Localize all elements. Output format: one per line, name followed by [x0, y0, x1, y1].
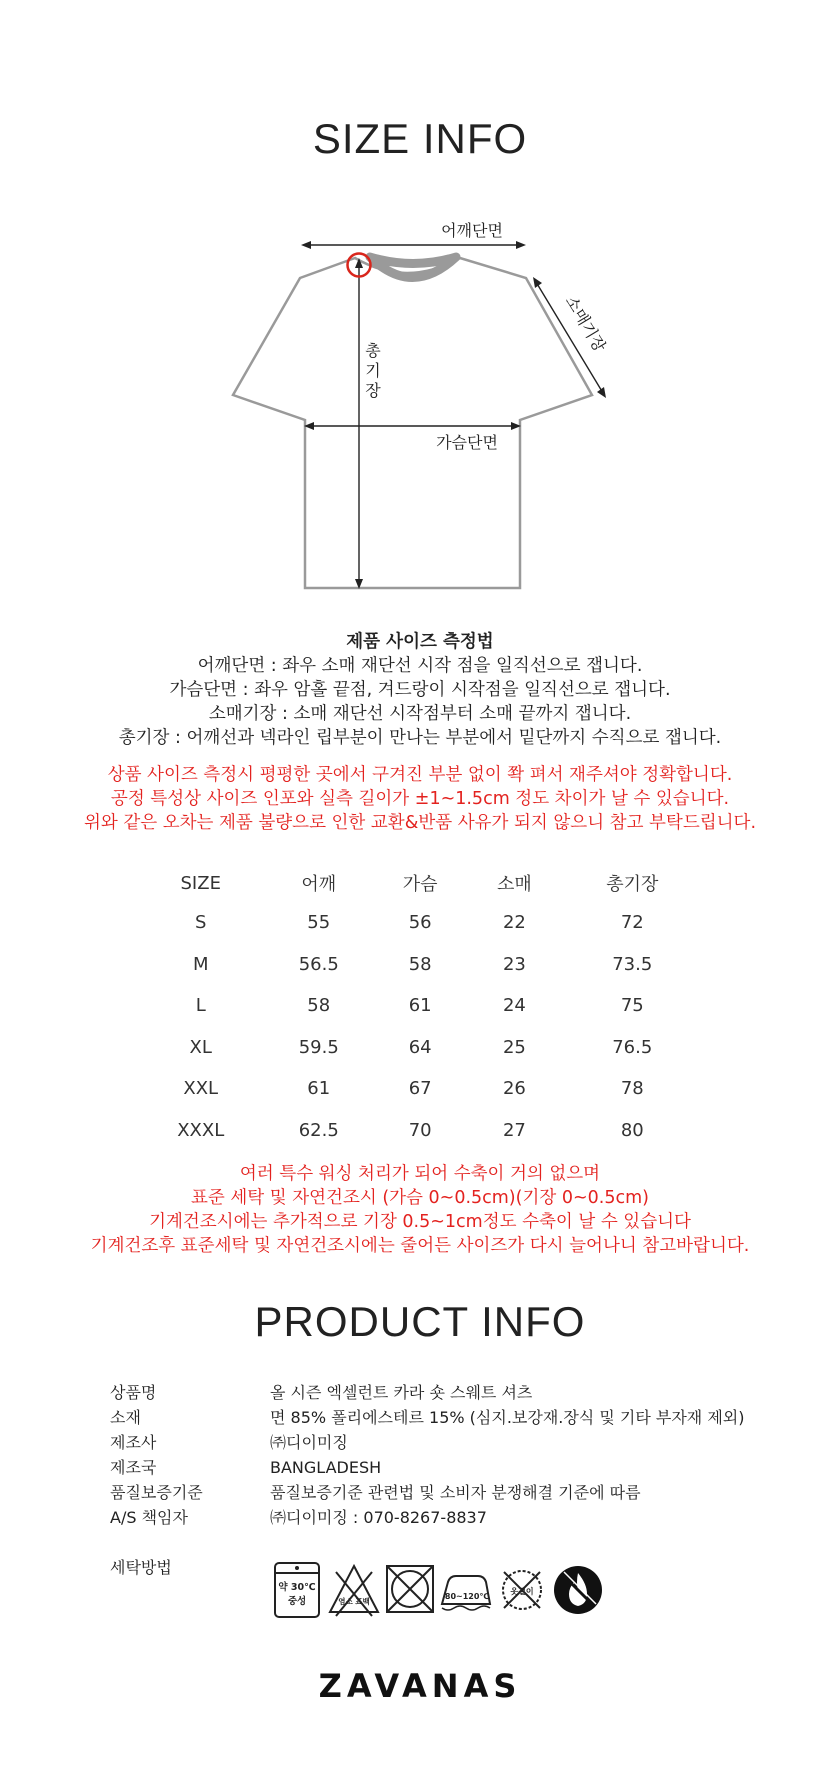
size-table	[137, 864, 703, 1151]
cell-length: 80	[620, 1119, 644, 1141]
table-row	[137, 1068, 703, 1110]
shoulder-label: 어깨단면	[441, 221, 503, 240]
cell-shoulder: 59.5	[298, 1036, 339, 1058]
size-info-title: SIZE INFO	[312, 115, 528, 162]
wash-neutral-text: 중성	[287, 1596, 307, 1607]
header-length: 총기장	[606, 874, 659, 895]
cell-chest: 61	[408, 995, 432, 1017]
table-row	[137, 902, 703, 944]
measure-line-chest: 가슴단면 : 좌우 암홀 끝점, 겨드랑이 시작점을 일직선으로 잽니다.	[169, 680, 671, 700]
shrink-line: 표준 세탁 및 자연건조시 (가슴 0~0.5cm)(기장 0~0.5cm)	[191, 1188, 649, 1208]
cell-size: XXL	[183, 1078, 219, 1100]
header-sleeve: 소매	[497, 874, 532, 895]
cell-size: S	[195, 912, 207, 934]
wash-method-label: 세탁방법	[110, 1558, 172, 1577]
notice-line: 상품 사이즈 측정시 평평한 곳에서 구겨진 부분 없이 쫙 펴서 재주셔야 정확합니다.	[107, 765, 733, 785]
cell-size: M	[192, 953, 209, 975]
no-fire-icon	[550, 1560, 606, 1620]
cell-size: XXXL	[177, 1119, 225, 1141]
shrink-line: 여러 특수 워싱 처리가 되어 수축이 거의 없으며	[239, 1164, 601, 1184]
info-key: 품질보증기준	[110, 1483, 203, 1502]
brand-logo: ZAVANAS	[318, 1667, 522, 1705]
shrinkage-notice	[0, 1162, 840, 1258]
iron-temperature-icon	[438, 1560, 494, 1620]
measurement-method	[0, 630, 840, 750]
table-row	[137, 944, 703, 986]
cell-sleeve: 22	[502, 912, 526, 934]
info-key: 소재	[110, 1408, 141, 1427]
cell-length: 73.5	[612, 953, 653, 975]
cell-shoulder: 61	[307, 1078, 331, 1100]
cell-chest: 64	[408, 1036, 432, 1058]
table-row	[137, 985, 703, 1027]
cell-shoulder: 55	[307, 912, 331, 934]
cell-size: L	[195, 995, 206, 1017]
cell-shoulder: 62.5	[298, 1119, 339, 1141]
header-shoulder: 어깨	[301, 874, 337, 895]
cell-sleeve: 23	[502, 953, 526, 975]
total-length-label: 총 기 장	[365, 341, 381, 400]
shrink-line: 기계건조후 표준세탁 및 자연건조시에는 줄어든 사이즈가 다시 늘어나니 참고바랍니다.	[90, 1236, 750, 1256]
no-tumble-dry-icon	[382, 1560, 438, 1620]
info-key: 상품명	[110, 1383, 157, 1402]
tshirt-collar	[370, 257, 456, 278]
tshirt-outline	[233, 258, 592, 588]
measurement-heading: 제품 사이즈 측정법	[346, 632, 494, 652]
notice-line: 공정 특성상 사이즈 인포와 실측 길이가 ±1~1.5cm 정도 차이가 날 수 있습니다.	[110, 789, 730, 809]
cell-length: 78	[620, 1078, 644, 1100]
tshirt-measurement-diagram	[0, 210, 840, 610]
notice-line: 위와 같은 오차는 제품 불량으로 인한 교환&반품 사유가 되지 않으니 참고 부탁드립니다.	[83, 813, 757, 833]
iron-temp-text: 80~120℃	[444, 1592, 490, 1601]
info-key: A/S 책임자	[110, 1508, 188, 1527]
info-value: 올 시즌 엑셀런트 카라 숏 스웨트 셔츠	[270, 1383, 533, 1402]
info-key: 제조국	[110, 1458, 157, 1477]
info-value: BANGLADESH	[270, 1458, 382, 1477]
shrink-line: 기계건조시에는 추가적으로 기장 0.5~1cm정도 수축이 날 수 있습니다	[149, 1212, 691, 1232]
measure-line-shoulder: 어깨단면 : 좌우 소매 재단선 시작 점을 일직선으로 잽니다.	[197, 656, 643, 676]
cell-chest: 56	[408, 912, 432, 934]
cell-length: 72	[620, 912, 644, 934]
cell-chest: 67	[408, 1078, 432, 1100]
cell-sleeve: 26	[502, 1078, 526, 1100]
cell-length: 76.5	[612, 1036, 653, 1058]
table-row	[137, 1027, 703, 1069]
info-key: 제조사	[110, 1433, 157, 1452]
measure-line-sleeve: 소매기장 : 소매 재단선 시작점부터 소매 끝까지 잽니다.	[208, 704, 632, 724]
info-value: 품질보증기준 관련법 및 소비자 분쟁해결 기준에 따름	[270, 1483, 641, 1502]
table-row	[137, 1110, 703, 1152]
measure-line-length: 총기장 : 어깨선과 넥라인 립부분이 만나는 부분에서 밑단까지 수직으로 잽니다.	[118, 728, 722, 748]
cell-sleeve: 25	[502, 1036, 526, 1058]
cell-sleeve: 27	[502, 1119, 526, 1141]
cell-shoulder: 58	[307, 995, 331, 1017]
cell-chest: 70	[408, 1119, 432, 1141]
product-info-title: PRODUCT INFO	[254, 1298, 586, 1345]
hand-wash-30-icon	[270, 1560, 326, 1620]
info-value: ㈜디이미징	[270, 1433, 348, 1452]
sleeve-label: 소매기장	[561, 292, 610, 356]
wash-temp-text: 약 30℃	[278, 1582, 316, 1593]
chest-label: 가슴단면	[436, 433, 498, 452]
cell-chest: 58	[408, 953, 432, 975]
header-chest: 가슴	[402, 874, 438, 895]
cell-sleeve: 24	[502, 995, 526, 1017]
no-line-dry-icon	[494, 1560, 550, 1620]
no-bleach-icon	[326, 1560, 382, 1620]
bleach-text: 염소 표백	[338, 1597, 370, 1606]
info-value: 면 85% 폴리에스테르 15% (심지.보강재.장식 및 기타 부자재 제외)	[270, 1408, 745, 1427]
info-value: ㈜디이미징 : 070-8267-8837	[270, 1508, 487, 1527]
header-size: SIZE	[180, 872, 221, 894]
hanger-text: 옷걸이	[510, 1587, 534, 1596]
cell-length: 75	[620, 995, 644, 1017]
size-table-header	[137, 864, 703, 902]
cell-size: XL	[189, 1036, 212, 1058]
cell-shoulder: 56.5	[298, 953, 339, 975]
measurement-notice	[0, 763, 840, 835]
